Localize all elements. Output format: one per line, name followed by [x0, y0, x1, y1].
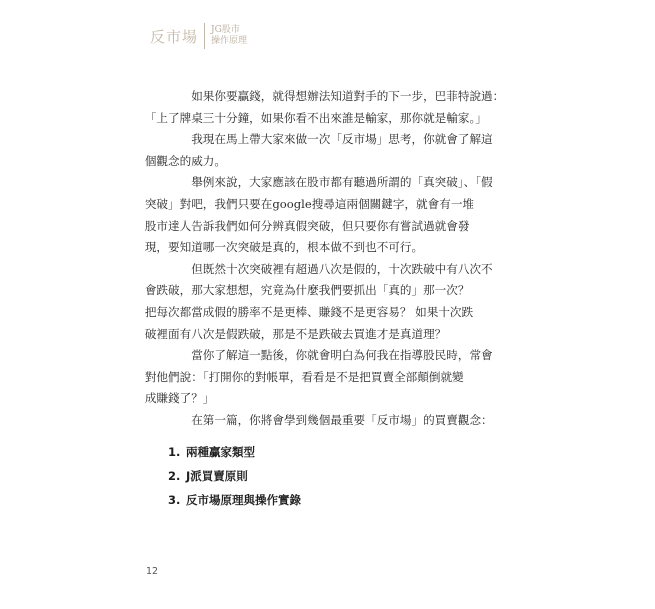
paragraph-statement-advice — [144, 345, 493, 410]
text-line: 「上了牌桌三十分鐘，如果你看不出來誰是輸家，那你就是輸家。」 — [144, 110, 487, 125]
numbered-list — [168, 440, 301, 512]
paragraph-breakout-example — [144, 172, 493, 258]
text-line: 會跌破，那大家想想，究竟為什麼我們要抓出「真的」那一次？ — [144, 283, 470, 298]
list-item-text: 反市場原理與操作實錄 — [186, 493, 301, 507]
text-line: 在第一篇，你將會學到幾個最重要「反市場」的買賣觀念： — [191, 412, 493, 427]
text-line: 我現在馬上帶大家來做一次「反市場」思考，你就會了解這 — [191, 132, 493, 147]
body-text — [144, 86, 505, 432]
header-divider — [204, 23, 205, 49]
text-line: 股市達人告訴我們如何分辨真假突破，但只要你有嘗試過就會發 — [144, 218, 470, 233]
list-item — [168, 488, 301, 512]
text-line: 當你了解這一點後，你就會明白為何我在指導股民時，常會 — [191, 348, 493, 363]
text-line: 把每次都當成假的勝率不是更棒、賺錢不是更容易？ 如果十次跌 — [144, 304, 474, 319]
list-item — [168, 464, 301, 488]
text-line: 現，要知道哪一次突破是真的，根本做不到也不可行。 — [144, 240, 424, 255]
header-subtitle — [211, 25, 247, 47]
text-line: 個觀念的威力。 — [144, 153, 226, 168]
header-subtitle-line-1: JG股市 — [211, 25, 240, 35]
page-number: 12 — [146, 566, 159, 577]
running-header — [150, 20, 247, 52]
text-line: 舉例來說，大家應該在股市都有聽過所謂的「真突破」、「假 — [191, 175, 493, 190]
text-line: 成賺錢了？」 — [144, 391, 215, 406]
list-item-text: J派買賣原則 — [186, 469, 248, 483]
book-title: 反市場 — [150, 27, 199, 46]
text-line: 破裡面有八次是假跌破，那是不是跌破去買進才是真道理？ — [144, 326, 447, 341]
text-line: 對他們說：「打開你的對帳單，看看是不是把買賣全部顛倒就變 — [144, 369, 464, 384]
paragraph-reverse-thinking — [144, 129, 493, 172]
list-item-text: 兩種贏家類型 — [186, 445, 255, 459]
text-line: 如果你要贏錢，就得想辦法知道對手的下一步，巴菲特說過： — [191, 89, 505, 103]
text-line: 突破」對吧，我們只要在google搜尋這兩個關鍵字，就會有一堆 — [144, 196, 475, 211]
paragraph-false-breakout — [144, 259, 493, 345]
list-item — [168, 440, 301, 464]
text-line: 但既然十次突破裡有超過八次是假的，十次跌破中有八次不 — [191, 261, 493, 276]
paragraph-chapter-intro — [168, 410, 493, 432]
header-subtitle-line-2: 操作原理 — [211, 36, 248, 46]
list-item-number: 2. — [168, 469, 181, 483]
list-item-number: 3. — [168, 493, 181, 507]
paragraph-buffett-quote — [144, 86, 505, 129]
list-item-number: 1. — [168, 445, 181, 459]
